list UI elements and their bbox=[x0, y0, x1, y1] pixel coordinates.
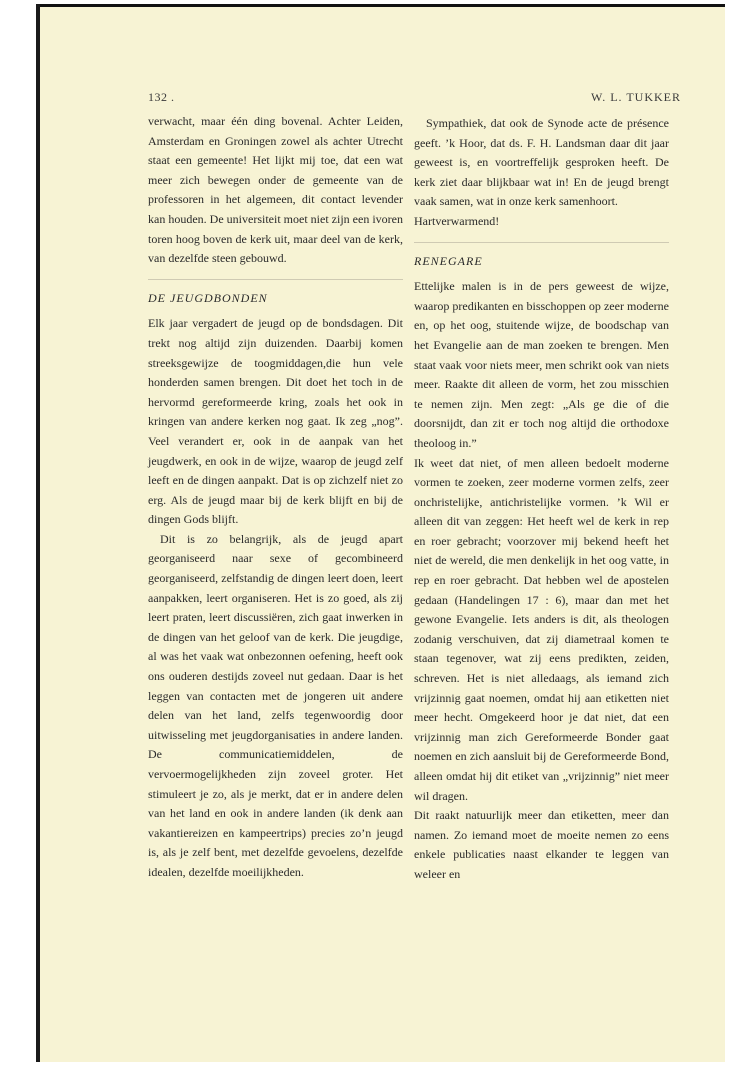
left-paragraph-3: Dit is zo belangrijk, als de jeugd apart georganiseerd naar sexe of gecombineerd georganiseerd, zelfstandig de dingen leert doen, leert aanpakken, leert organiseren. Het is zo goed, als zij leert praten, leert discussiëren, zich gaat inwerken in de dingen van het geloof van de kerk. Die jeugdige, al was het vaak wat onbezonnen oefening, heeft ook ons ouderen destijds zoveel nut gedaan. Daar is het leggen van contacten met de jongeren uit andere delen van het land, zelfs tegenwoordig door uitwisseling met jeugdorganisaties in andere landen. De communicatiemiddelen, de vervoermogelijkheden zijn zoveel groter. Het stimuleert je zo, als je merkt, dat er in andere delen van het land en ook in andere landen (ik denk aan vakantiereizen en kampeertrips) precies zo’n jeugd is, als je zelf bent, met dezelfde gevoelens, dezelfde idealen, dezelfde moeilijkheden. bbox=[148, 531, 403, 879]
right-column bbox=[414, 114, 669, 885]
right-paragraph-5: Dit raakt natuurlijk meer dan etiketten, meer dan namen. Zo iemand moet de moeite nemen zo eens enkele publicaties naast elkander te leggen van weleer en bbox=[414, 808, 669, 881]
scan-border-left bbox=[36, 4, 40, 1062]
left-paragraph-2: Elk jaar vergadert de jeugd op de bondsdagen. Dit trekt nog altijd zijn duizenden. Daarbij komen streeksgewijze de toogmiddagen,die hun vele honderden samen brengen. Dit doet het toch in de hervormd gereformeerde kring, zoals het ook in kringen van andere kerken nog gaat. Ik zeg „nog”. Veel verandert er, ook in de aanpak van het jeugdwerk, en ook in de wijze, waarop de jeugd zelf leeft en de dingen aanpakt. Dat is op zichzelf niet zo erg. Als de jeugd maar bij de kerk blijft en bij de dingen Gods blijft. bbox=[148, 316, 403, 527]
right-line-hartverwarmend: Hartverwarmend! bbox=[414, 213, 500, 228]
section-heading-renegare: RENEGARE bbox=[414, 253, 483, 268]
right-paragraph-1: Sympathiek, dat ook de Synode acte de présence geeft. ’k Hoor, dat ds. F. H. Landsman daar dit jaar geweest is, en voortreffelijk gesproken heeft. De kerk ziet daar blijkbaar wat in! En de jeugd brengt vaak samen, wat in onze kerk samenhoort. bbox=[414, 116, 669, 209]
right-paragraph-3: Ettelijke malen is in de pers geweest de wijze, waarop predikanten en bisschoppen op zeer moderne en, op het oog, stuitende wijze, de boodschap van het Evangelie aan de man zoeken te brengen. Men staat vaak voor niets meer, men schrikt ook van niets meer. Raakte dit alleen de vorm, het zou misschien te nemen zijn. Men zegt: „Als ge die of die doorsnijdt, dan zit er toch nog altijd die orthodoxe theoloog in.” bbox=[414, 279, 669, 450]
page-number: 132 . bbox=[148, 90, 175, 104]
left-column bbox=[148, 112, 403, 883]
section-divider bbox=[148, 279, 403, 280]
right-paragraph-4: Ik weet dat niet, of men alleen bedoelt moderne vormen te zoeken, zeer moderne vormen zelfs, zeer onchristelijke, antichristelijke vormen. ’k Wil er alleen dit van zeggen: Het heeft wel de kerk in rep en roer gebracht; voorzover mij bekend heeft het niet de wereld, die men denkelijk in het oog vatte, in rep en roer gebracht. Dat hebben wel de apostelen gedaan (Handelingen 17 : 6), maar dan met het gewone Evangelie. Iets anders is dit, als theologen zodanig verschuiven, dat zij diametraal komen te staan tegenover, wat zij eens predikten, zeiden, schreven. Het is niet alledaags, als iemand zich vrijzinnig gaat noemen, omdat hij aan etiketten niet meer hecht. Omgekeerd hoor je dat niet, dat een vrijzinnig man zich Gereformeerde Bonder gaat noemen en zich aansluit bij de Gereformeerde Bond, alleen omdat hij dit etiket van „vrijzinnig” niet meer wil dragen. bbox=[414, 455, 669, 803]
section-divider bbox=[414, 242, 669, 243]
left-paragraph-1: verwacht, maar één ding bovenal. Achter Leiden, Amsterdam en Groningen zowel als achter Utrecht staat een gemeente! Het lijkt mij toe, dat een wat meer zich bewegen onder de gemeente van de professoren in het algemeen, dit contact levender kan houden. De universiteit moet niet zijn een ivoren toren hoog boven de kerk uit, maar deel van de kerk, van dezelfde steen gebouwd. bbox=[148, 114, 403, 266]
section-heading-jeugdbonden: DE JEUGDBONDEN bbox=[148, 290, 268, 305]
running-head: W. L. TUKKER bbox=[591, 90, 681, 104]
scan-border-top bbox=[40, 4, 725, 7]
